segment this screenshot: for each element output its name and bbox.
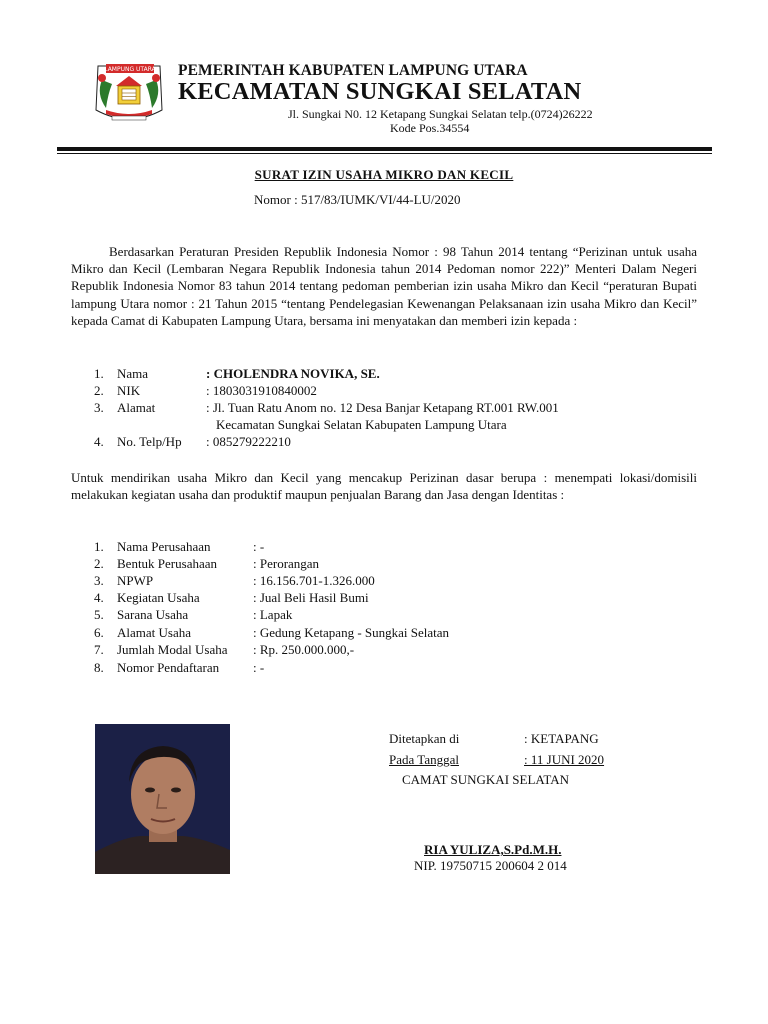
field-label: Alamat: [117, 400, 156, 415]
document-title-wrapper: [0, 167, 768, 183]
field-label: Sarana Usaha: [117, 607, 189, 622]
field-label: Kegiatan Usaha: [117, 590, 200, 605]
field-label: Nomor Pendaftaran: [117, 660, 220, 675]
letterhead-divider-thick: [57, 147, 712, 151]
field-label: NPWP: [117, 573, 154, 588]
letterhead-divider-thin: [57, 153, 712, 154]
item-number: 2.: [94, 556, 104, 571]
field-value: : 16.156.701-1.326.000: [253, 573, 375, 588]
field-value: : Gedung Ketapang - Sungkai Selatan: [253, 625, 450, 640]
legal-basis-paragraph: Berdasarkan Peraturan Presiden Republik Indonesia Nomor : 98 Tahun 2014 tentang “Perizinan untuk usaha Mikro dan Kecil (Lembaran Negara Republik Indonesia tahun 2014 Pedoman nomor 222)” Menteri Dalam Negeri Republik Indonesia Nomor 83 tahun 2014 tentang pedoman pemberian izin usaha Mikro dan Kecil “peraturan Bupati lampung Utara nomor : 21 Tahun 2015 “tentang Pendelegasian Kewenangan Pelaksanaan izin usaha Mikro dan Kecil” kepada Camat di Kabupaten Lampung Utara, bersama ini menyatakan dan memberi izin kepada :: [71, 244, 697, 328]
signatory-office: CAMAT SUNGKAI SELATAN: [402, 772, 570, 787]
field-label: Alamat Usaha: [117, 625, 192, 640]
item-number: 1.: [94, 366, 104, 381]
field-label: Nama: [117, 366, 149, 381]
district-name: KECAMATAN SUNGKAI SELATAN: [178, 78, 582, 105]
office-address: Jl. Sungkai N0. 12 Ketapang Sungkai Selatan telp.(0724)26222: [288, 107, 593, 121]
item-number: 1.: [94, 539, 104, 554]
place-label: Ditetapkan di: [389, 731, 460, 746]
applicant-nik: : 1803031910840002: [206, 383, 317, 398]
postal-code: Kode Pos.34554: [390, 121, 470, 135]
field-value: : -: [253, 660, 265, 675]
field-label: NIK: [117, 383, 141, 398]
item-number: 3.: [94, 400, 104, 415]
district-logo: [88, 58, 170, 130]
document-number: Nomor : 517/83/IUMK/VI/44-LU/2020: [254, 192, 461, 207]
item-number: 6.: [94, 625, 104, 640]
item-number: 3.: [94, 573, 104, 588]
field-value: : Perorangan: [253, 556, 320, 571]
applicant-address-continued: Kecamatan Sungkai Selatan Kabupaten Lampung Utara: [216, 417, 507, 432]
item-number: 4.: [94, 434, 104, 449]
item-number: 8.: [94, 660, 104, 675]
signatory-name: RIA YULIZA,S.Pd.M.H.: [424, 842, 562, 857]
applicant-address: : Jl. Tuan Ratu Anom no. 12 Desa Banjar Ketapang RT.001 RW.001: [206, 400, 559, 415]
field-value: : -: [253, 539, 265, 554]
applicant-photo: [95, 724, 230, 874]
place-value: : KETAPANG: [524, 731, 599, 746]
field-value: : Lapak: [253, 607, 293, 622]
applicant-name: : CHOLENDRA NOVIKA, SE.: [206, 366, 380, 381]
signatory-nip: NIP. 19750715 200604 2 014: [414, 858, 567, 873]
applicant-phone: : 085279222210: [206, 434, 291, 449]
date-label: Pada Tanggal: [389, 752, 459, 767]
field-value: : Jual Beli Hasil Bumi: [253, 590, 369, 605]
logo-banner-text: LAMPUNG UTARA: [104, 66, 156, 73]
date-value: : 11 JUNI 2020: [524, 752, 605, 767]
item-number: 5.: [94, 607, 104, 622]
field-label: Jumlah Modal Usaha: [117, 642, 228, 657]
field-label: No. Telp/Hp: [117, 434, 182, 449]
item-number: 2.: [94, 383, 104, 398]
item-number: 7.: [94, 642, 104, 657]
document-title: SURAT IZIN USAHA MIKRO DAN KECIL: [254, 167, 514, 182]
field-label: Nama Perusahaan: [117, 539, 211, 554]
business-scope-paragraph: Untuk mendirikan usaha Mikro dan Kecil yang mencakup Perizinan dasar berupa : menempati lokasi/domisili melakukan kegiatan usaha dan produktif maupun penjualan Barang dan Jasa dengan Identitas :: [71, 470, 697, 503]
item-number: 4.: [94, 590, 104, 605]
government-name: PEMERINTAH KABUPATEN LAMPUNG UTARA: [178, 62, 528, 79]
field-label: Bentuk Perusahaan: [117, 556, 218, 571]
field-value: : Rp. 250.000.000,-: [253, 642, 355, 657]
